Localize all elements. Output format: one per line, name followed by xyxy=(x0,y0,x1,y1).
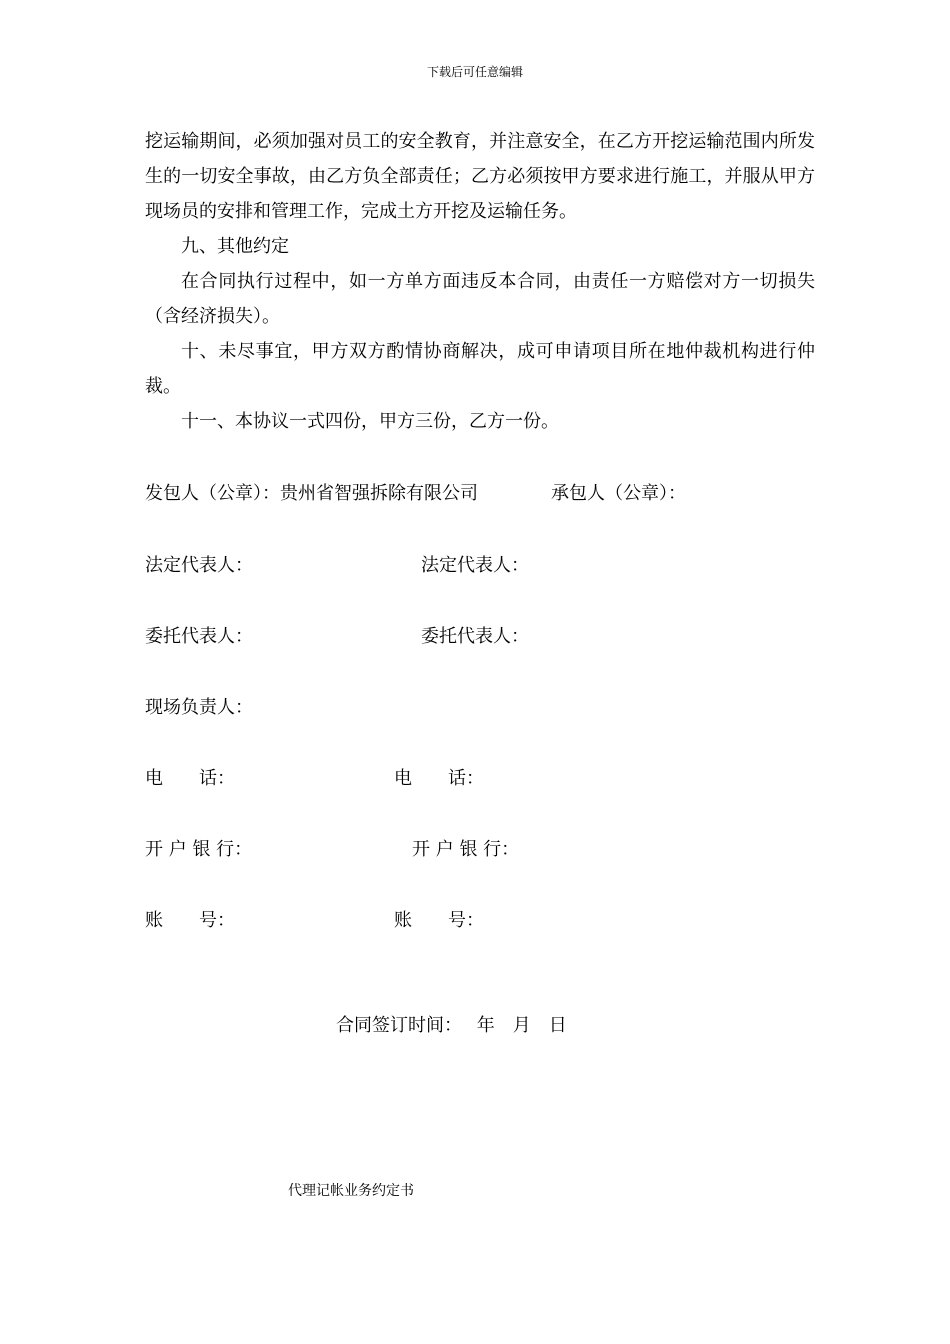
contract-body xyxy=(145,124,815,439)
legal-rep-left: 法定代表人： xyxy=(145,555,253,576)
contractor-label: 承包人（公章）： xyxy=(551,483,686,504)
footer-title: 代理记帐业务约定书 xyxy=(288,1183,414,1199)
paragraph-safety: 挖运输期间，必须加强对员工的安全教育，并注意安全，在乙方开挖运输范围内所发生的一切安全事故，由乙方负全部责任；乙方必须按甲方要求进行施工，并服从甲方现场员的安排和管理工作，完成土方开挖及运输任务。 xyxy=(145,131,815,222)
account-left: 账 号： xyxy=(145,910,235,931)
agent-left: 委托代表人： xyxy=(145,626,253,647)
legal-rep-right: 法定代表人： xyxy=(421,555,529,576)
paragraph-copies: 十一、本协议一式四份，甲方三份，乙方一份。 xyxy=(181,411,559,432)
account-right: 账 号： xyxy=(394,910,484,931)
contract-date-line: 合同签订时间： 年 月 日 xyxy=(336,1015,567,1036)
page-header: 下载后可任意编辑 xyxy=(426,65,523,79)
paragraph-breach: 在合同执行过程中，如一方单方面违反本合同，由责任一方赔偿对方一切损失（含经济损失）。 xyxy=(145,271,815,327)
section-heading-other: 九、其他约定 xyxy=(181,236,289,257)
paragraph-disputes: 十、未尽事宜，甲方双方酌情协商解决，成可申请项目所在地仲裁机构进行仲裁。 xyxy=(145,341,815,397)
bank-left: 开 户 银 行： xyxy=(145,839,253,860)
phone-right: 电 话： xyxy=(394,768,484,789)
employer-label: 发包人（公章）：贵州省智强拆除有限公司 xyxy=(145,483,478,504)
site-manager: 现场负责人： xyxy=(145,697,253,718)
agent-right: 委托代表人： xyxy=(421,626,529,647)
phone-left: 电 话： xyxy=(145,768,235,789)
bank-right: 开 户 银 行： xyxy=(412,839,520,860)
